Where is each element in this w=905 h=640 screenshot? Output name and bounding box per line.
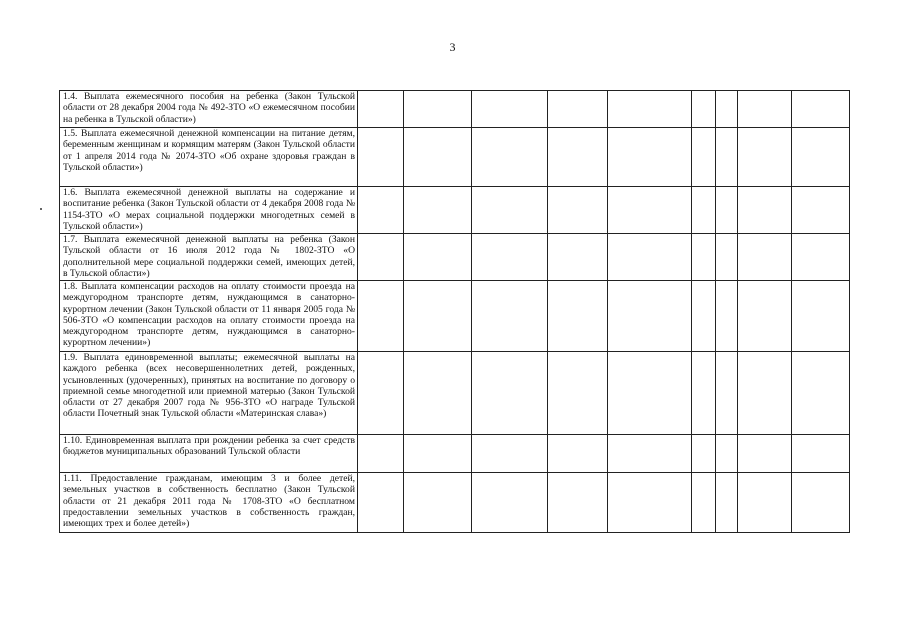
empty-cell xyxy=(738,187,792,234)
empty-cell xyxy=(692,473,716,533)
empty-cell xyxy=(738,435,792,473)
empty-cell xyxy=(792,91,850,128)
empty-cell xyxy=(358,91,404,128)
empty-cell xyxy=(608,352,692,435)
empty-cell xyxy=(738,352,792,435)
empty-cell xyxy=(738,281,792,352)
empty-cell xyxy=(716,234,738,281)
row-description: 1.11. Предоставление гражданам, имеющим 3 и более детей, земельных участков в собственность бесплатно (Закон Тульской области от 21 декабря 2011 года № 1708-ЗТО «О бесплатном предоставлении земельных участков в собственность граждан, имеющих трех и более детей») xyxy=(63,473,355,530)
empty-cell xyxy=(404,91,472,128)
row-description-cell xyxy=(60,281,358,352)
empty-cell xyxy=(472,281,548,352)
row-description-cell xyxy=(60,128,358,187)
empty-cell xyxy=(692,234,716,281)
empty-cell xyxy=(548,281,608,352)
empty-cell xyxy=(548,128,608,187)
row-description-cell xyxy=(60,435,358,473)
empty-cell xyxy=(404,281,472,352)
table-row xyxy=(60,281,850,352)
empty-cell xyxy=(692,352,716,435)
empty-cell xyxy=(548,473,608,533)
empty-cell xyxy=(472,128,548,187)
empty-cell xyxy=(358,234,404,281)
empty-cell xyxy=(608,435,692,473)
empty-cell xyxy=(792,128,850,187)
page-number: 3 xyxy=(449,40,456,54)
empty-cell xyxy=(358,187,404,234)
empty-cell xyxy=(608,128,692,187)
row-description: 1.8. Выплата компенсации расходов на оплату стоимости проезда на междугородном транспорте детям, нуждающимся в санаторно-курортном лечении (Закон Тульской области от 11 января 2005 года № 506-ЗТО «О компенсации расходов на оплату стоимости проезда на междугородном транспорте детям, нуждающимся в санаторно-курортном лечении») xyxy=(63,281,355,349)
empty-cell xyxy=(472,187,548,234)
empty-cell xyxy=(472,435,548,473)
empty-cell xyxy=(792,435,850,473)
empty-cell xyxy=(404,435,472,473)
table-row xyxy=(60,234,850,281)
row-description: 1.4. Выплата ежемесячного пособия на ребенка (Закон Тульской области от 28 декабря 2004 года № 492-ЗТО «О ежемесячном пособии на ребенка в Тульской области») xyxy=(63,91,355,125)
empty-cell xyxy=(716,435,738,473)
empty-cell xyxy=(792,473,850,533)
empty-cell xyxy=(792,352,850,435)
empty-cell xyxy=(716,352,738,435)
row-description: 1.7. Выплата ежемесячной денежной выплаты на ребенка (Закон Тульской области от 16 июля 2012 года № 1802-ЗТО «О дополнительной мере социальной поддержки семей, имеющих детей, в Тульской области») xyxy=(63,234,355,279)
empty-cell xyxy=(716,473,738,533)
empty-cell xyxy=(692,187,716,234)
empty-cell xyxy=(716,187,738,234)
empty-cell xyxy=(792,281,850,352)
empty-cell xyxy=(792,187,850,234)
empty-cell xyxy=(472,473,548,533)
row-description-cell xyxy=(60,187,358,234)
row-description: 1.6. Выплата ежемесячной денежной выплаты на содержание и воспитание ребенка (Закон Тульской области от 4 декабря 2008 года № 1154-ЗТО «О мерах социальной поддержки многодетных семей в Тульской области») xyxy=(63,187,355,232)
empty-cell xyxy=(548,352,608,435)
empty-cell xyxy=(792,234,850,281)
empty-cell xyxy=(716,128,738,187)
empty-cell xyxy=(404,234,472,281)
empty-cell xyxy=(738,91,792,128)
empty-cell xyxy=(692,435,716,473)
empty-cell xyxy=(692,91,716,128)
empty-cell xyxy=(472,234,548,281)
table-row xyxy=(60,435,850,473)
empty-cell xyxy=(358,435,404,473)
empty-cell xyxy=(716,281,738,352)
empty-cell xyxy=(472,352,548,435)
empty-cell xyxy=(738,473,792,533)
empty-cell xyxy=(358,352,404,435)
empty-cell xyxy=(358,473,404,533)
empty-cell xyxy=(738,128,792,187)
empty-cell xyxy=(716,91,738,128)
row-description-cell xyxy=(60,352,358,435)
table-row xyxy=(60,473,850,533)
empty-cell xyxy=(404,473,472,533)
empty-cell xyxy=(358,281,404,352)
empty-cell xyxy=(404,187,472,234)
table-row xyxy=(60,128,850,187)
table-row xyxy=(60,187,850,234)
empty-cell xyxy=(692,128,716,187)
empty-cell xyxy=(472,91,548,128)
scan-artifact-dot xyxy=(40,208,42,210)
empty-cell xyxy=(358,128,404,187)
empty-cell xyxy=(738,234,792,281)
empty-cell xyxy=(608,91,692,128)
empty-cell xyxy=(548,234,608,281)
row-description-cell xyxy=(60,473,358,533)
empty-cell xyxy=(608,187,692,234)
empty-cell xyxy=(404,128,472,187)
empty-cell xyxy=(548,91,608,128)
empty-cell xyxy=(608,281,692,352)
empty-cell xyxy=(608,234,692,281)
row-description: 1.9. Выплата единовременной выплаты; ежемесячной выплаты на каждого ребенка (всех несовершеннолетних детей, рожденных, усыновленных (удочеренных), принятых на воспитание по договору о приемной семье многодетной или приемной матерью (Закон Тульской области от 27 декабря 2007 года № 956-ЗТО «О награде Тульской области Почетный знак Тульской области «Материнская слава») xyxy=(63,352,355,420)
empty-cell xyxy=(692,281,716,352)
row-description-cell xyxy=(60,234,358,281)
empty-cell xyxy=(404,352,472,435)
row-description-cell xyxy=(60,91,358,128)
table-row xyxy=(60,91,850,128)
benefits-table xyxy=(59,90,850,533)
row-description: 1.10. Единовременная выплата при рождении ребенка за счет средств бюджетов муниципальных образований Тульской области xyxy=(63,435,355,458)
empty-cell xyxy=(548,435,608,473)
empty-cell xyxy=(548,187,608,234)
empty-cell xyxy=(608,473,692,533)
row-description: 1.5. Выплата ежемесячной денежной компенсации на питание детям, беременным женщинам и кормящим матерям (Закон Тульской области от 1 апреля 2014 года № 2074-ЗТО «Об охране здоровья граждан в Тульской области») xyxy=(63,128,355,173)
table-row xyxy=(60,352,850,435)
